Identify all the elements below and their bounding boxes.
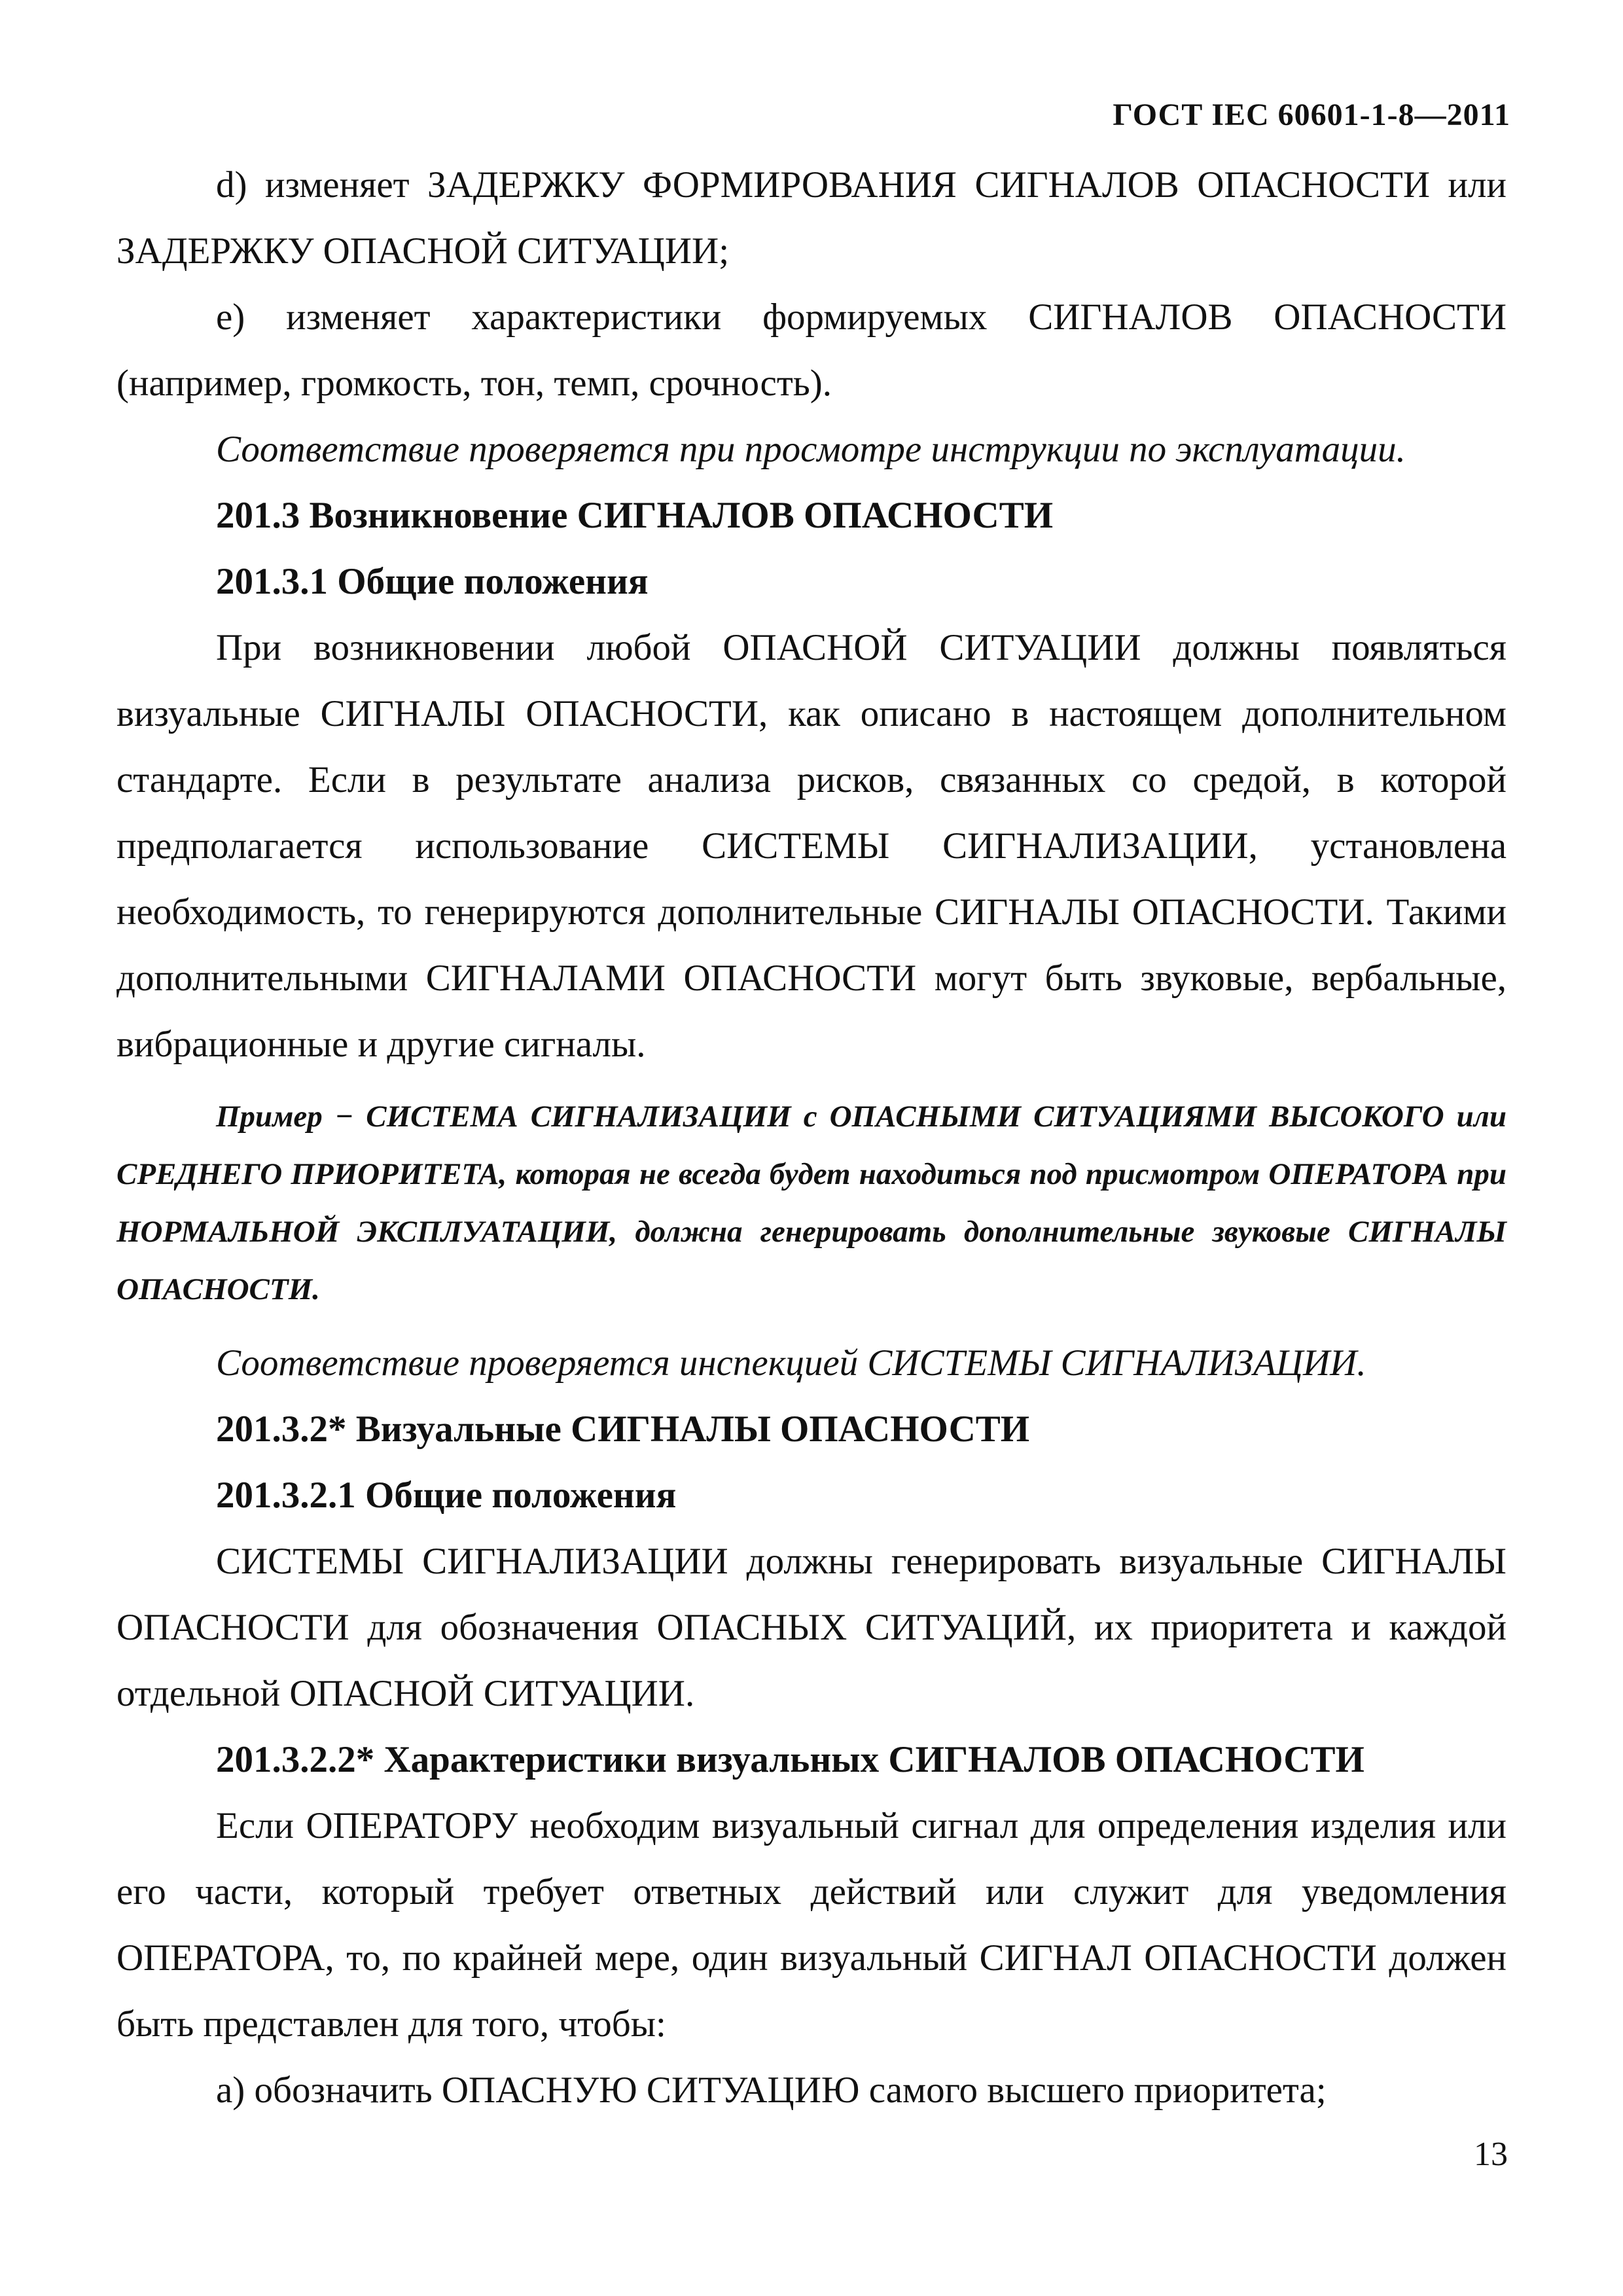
section-heading-201-3-1: 201.3.1 Общие положения <box>216 561 649 602</box>
compliance-note: Соответствие проверяется при просмотре инструкции по эксплуатации. <box>216 429 1406 470</box>
example-note: Пример − СИСТЕМА СИГНАЛИЗАЦИИ с ОПАСНЫМИ СИТУАЦИЯМИ ВЫСОКОГО или СРЕДНЕГО ПРИОРИТЕТА, которая не всегда будет находиться под присмотром ОПЕРАТОРА при НОРМАЛЬНОЙ ЭКСПЛУАТАЦИИ, должна генерировать дополнительные звуковые СИГНАЛЫ ОПАСНОСТИ. <box>116 1100 1507 1306</box>
page-number: 13 <box>1474 2136 1508 2173</box>
section-heading-201-3-2-1: 201.3.2.1 Общие положения <box>216 1475 677 1516</box>
paragraph-201-3-2-1: СИСТЕМЫ СИГНАЛИЗАЦИИ должны генерировать визуальные СИГНАЛЫ ОПАСНОСТИ для обозначения ОПАСНЫХ СИТУАЦИЙ, их приоритета и каждой отдельной ОПАСНОЙ СИТУАЦИИ. <box>116 1541 1507 1714</box>
page-content <box>116 152 1507 2123</box>
list-item-e: е) изменяет характеристики формируемых СИГНАЛОВ ОПАСНОСТИ (например, громкость, тон, темп, срочность). <box>116 296 1507 404</box>
compliance-note-2: Соответствие проверяется инспекцией СИСТЕМЫ СИГНАЛИЗАЦИИ. <box>216 1342 1366 1384</box>
section-heading-201-3: 201.3 Возникновение СИГНАЛОВ ОПАСНОСТИ <box>216 495 1054 536</box>
paragraph-201-3-2-2: Если ОПЕРАТОРУ необходим визуальный сигнал для определения изделия или его части, который требует ответных действий или служит для уведомления ОПЕРАТОРА, то, по крайней мере, один визуальный СИГНАЛ ОПАСНОСТИ должен быть представлен для того, чтобы: <box>116 1805 1507 2045</box>
list-item-d: d) изменяет ЗАДЕРЖКУ ФОРМИРОВАНИЯ СИГНАЛОВ ОПАСНОСТИ или ЗАДЕРЖКУ ОПАСНОЙ СИТУАЦИИ; <box>116 164 1507 272</box>
section-heading-201-3-2-2: 201.3.2.2* Характеристики визуальных СИГНАЛОВ ОПАСНОСТИ <box>216 1739 1364 1780</box>
paragraph-201-3-1: При возникновении любой ОПАСНОЙ СИТУАЦИИ должны появляться визуальные СИГНАЛЫ ОПАСНОСТИ, как описано в настоящем дополнительном стандарте. Если в результате анализа рисков, связанных со средой, в которой предполагается использование СИСТЕМЫ СИГНАЛИЗАЦИИ, установлена необходимость, то генерируются дополнительные СИГНАЛЫ ОПАСНОСТИ. Такими дополнительными СИГНАЛАМИ ОПАСНОСТИ могут быть звуковые, вербальные, вибрационные и другие сигналы. <box>116 627 1507 1065</box>
section-heading-201-3-2: 201.3.2* Визуальные СИГНАЛЫ ОПАСНОСТИ <box>216 1408 1030 1450</box>
document-header: ГОСТ IEC 60601-1-8—2011 <box>1113 98 1510 132</box>
list-item-a: а) обозначить ОПАСНУЮ СИТУАЦИЮ самого высшего приоритета; <box>216 2070 1327 2111</box>
